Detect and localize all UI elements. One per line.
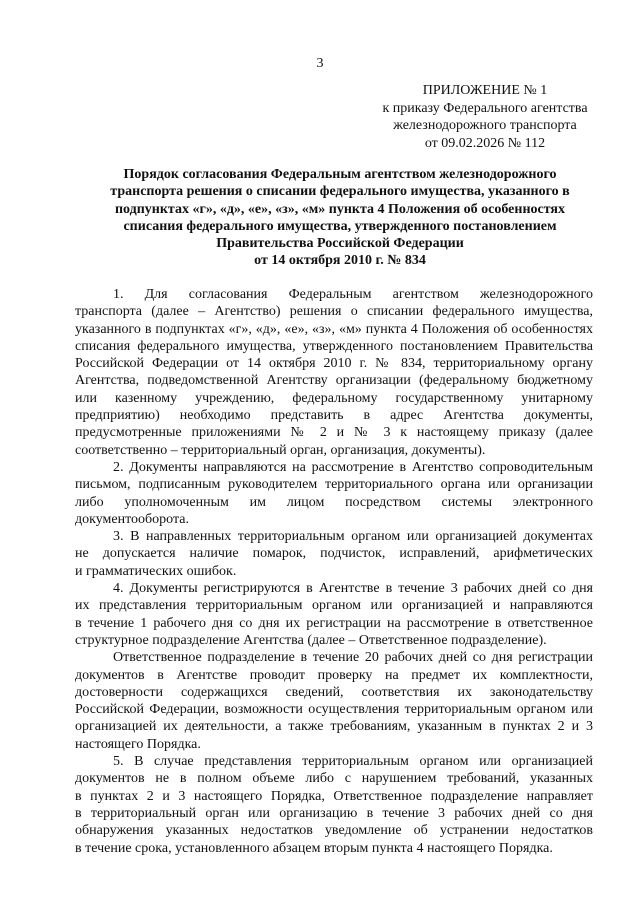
text-line: указанного в подпунктах «г», «д», «е», «з», «м» пункта 4 Положения об особенностях (75, 321, 593, 337)
paragraph-4-continued (75, 649, 593, 753)
text-line: либо уполномоченным им лицом посредством системы электронного (75, 494, 593, 510)
paragraph-5 (75, 753, 593, 857)
text-line: в течение 1 рабочего дня со дня их регистрации на рассмотрение в ответственное (75, 615, 593, 631)
text-line: и грамматических ошибок. (75, 563, 237, 579)
title-line: транспорта решения о списании федерального имущества, указанного в (110, 184, 570, 200)
text-line: их представления территориальным органом или организацией и направляются (75, 598, 593, 614)
text-line: письмом, подписанным руководителем территориального органа или организации (75, 477, 593, 493)
title-line: Порядок согласования Федеральным агентством железнодорожного (123, 167, 557, 182)
title-line: от 14 октября 2010 г. № 834 (254, 253, 426, 269)
text-line: 5. В случае представления территориальным органом или организацией (113, 754, 593, 770)
text-line: Ответственное подразделение в течение 20 рабочих дней со дня регистрации (113, 650, 593, 666)
text-line: предприятию) необходимо представить в адрес Агентства документы, (75, 408, 593, 424)
text-line: обнаружения указанных недостатков уведомление об устранении недостатков (75, 823, 593, 839)
appendix-line-1: к приказу Федерального агентства (382, 100, 588, 116)
text-line: документов в Агентстве проводит проверку на предмет их комплектности, (75, 667, 593, 683)
title-line: подпунктах «г», «д», «е», «з», «м» пункта 4 Положения об особенностях (114, 201, 565, 217)
paragraph-2 (75, 459, 593, 528)
text-line: предусмотренные приложениями № 2 и № 3 к настоящему приказу (далее (75, 425, 593, 441)
text-line: настоящего Порядка. (75, 736, 201, 752)
page-number: 3 (316, 56, 324, 71)
text-line: не допускается наличие помарок, подчисток, исправлений, арифметических (75, 546, 593, 562)
title-line: списания федерального имущества, утвержденного постановлением (123, 218, 557, 234)
text-line: или казенному учреждению, федеральному государственному унитарному (75, 390, 593, 406)
text-line: Российской Федерации от 14 октября 2010 г. № 834, территориальному органу (75, 356, 593, 372)
paragraph-4 (75, 580, 593, 649)
text-line: в территориальный орган или организацию в течение 3 рабочих дней со дня (75, 805, 593, 821)
appendix-title: ПРИЛОЖЕНИЕ № 1 (422, 83, 548, 98)
text-line: Агентства, подведомственной Агентству организации (федеральному бюджетному (75, 373, 593, 389)
text-line: списания федерального имущества, утвержденного постановлением Правительства (75, 338, 593, 354)
text-line: 1. Для согласования Федеральным агентством железнодорожного (113, 287, 593, 302)
text-line: Российской Федерации, возможности осуществления территориальным органом или (75, 702, 593, 718)
text-line: 3. В направленных территориальным органом или организацией документах (113, 529, 593, 545)
text-line: документов не в полном объеме либо с нарушением требований, указанных (75, 771, 593, 787)
text-line: в течение срока, установленного абзацем вторым пункта 4 настоящего Порядка. (75, 840, 553, 856)
text-line: достоверности содержащихся сведений, соответствия их законодательству (75, 684, 593, 700)
appendix-line-2: железнодорожного транспорта (393, 118, 577, 133)
document-body (75, 286, 593, 857)
paragraph-1 (75, 286, 593, 459)
text-line: транспорта (далее – Агентство) решения о списании федерального имущества, (75, 304, 593, 320)
text-line: соответственно – территориальный орган, организация, документы). (75, 442, 486, 458)
appendix-block (370, 82, 600, 152)
text-line: 2. Документы направляются на рассмотрение в Агентство сопроводительным (113, 459, 593, 475)
text-line: 4. Документы регистрируются в Агентстве в течение 3 рабочих дней со дня (113, 581, 593, 597)
text-line: организацией их деятельности, а также требованиям, указанным в пунктах 2 и 3 (75, 719, 593, 735)
text-line: в пунктах 2 и 3 настоящего Порядка, Ответственное подразделение направляет (75, 788, 593, 804)
paragraph-3 (75, 528, 593, 580)
text-line: документооборота. (75, 511, 189, 527)
title-line: Правительства Российской Федерации (216, 236, 464, 252)
appendix-line-3: от 09.02.2026 № 112 (424, 135, 546, 151)
text-line: структурное подразделение Агентства (далее – Ответственное подразделение). (75, 632, 547, 648)
document-title (100, 166, 580, 270)
